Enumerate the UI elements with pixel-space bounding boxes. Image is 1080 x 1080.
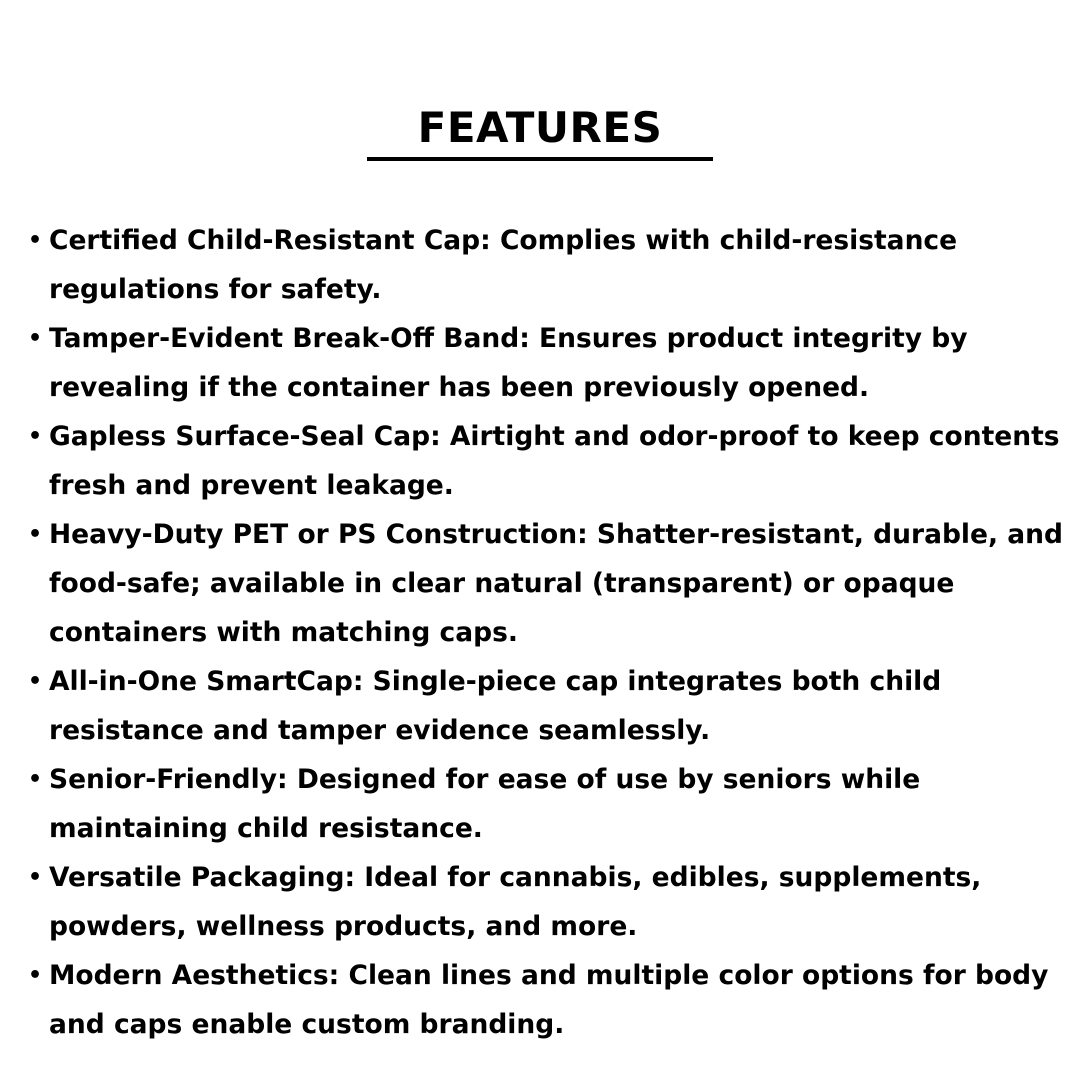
bullet-icon: •	[28, 228, 43, 253]
feature-text: Heavy-Duty PET or PS Construction: Shatter-resistant, durable, and food-safe; available in clear natural (transparent) or opaque containers with matching caps.	[49, 519, 1064, 648]
feature-item	[0, 216, 1080, 314]
bullet-icon: •	[28, 669, 43, 694]
bullet-icon: •	[28, 767, 43, 792]
bullet-icon: •	[28, 326, 43, 351]
feature-item	[0, 314, 1080, 412]
feature-text: Versatile Packaging: Ideal for cannabis, edibles, supplements, powders, wellness products, and more.	[49, 862, 982, 942]
feature-item	[0, 657, 1080, 755]
title-container	[0, 104, 1080, 152]
feature-item	[0, 412, 1080, 510]
bullet-icon: •	[28, 522, 43, 547]
bullet-icon: •	[28, 424, 43, 449]
feature-text: Senior-Friendly: Designed for ease of use by seniors while maintaining child resistance.	[49, 764, 921, 844]
feature-text: All-in-One SmartCap: Single-piece cap integrates both child resistance and tamper evidence seamlessly.	[49, 666, 942, 746]
bullet-icon: •	[28, 865, 43, 890]
feature-text: Tamper-Evident Break-Off Band: Ensures product integrity by revealing if the container has been previously opened.	[49, 323, 968, 403]
feature-text: Modern Aesthetics: Clean lines and multiple color options for body and caps enable custom branding.	[49, 960, 1049, 1040]
bullet-icon: •	[28, 963, 43, 988]
feature-item	[0, 510, 1080, 657]
feature-item	[0, 755, 1080, 853]
page-title: FEATURES	[417, 103, 663, 152]
title-underline	[367, 157, 713, 161]
feature-text: Gapless Surface-Seal Cap: Airtight and odor-proof to keep contents fresh and prevent leakage.	[49, 421, 1060, 501]
feature-item	[0, 853, 1080, 951]
features-list	[0, 216, 1080, 1049]
feature-text: Certified Child-Resistant Cap: Complies with child-resistance regulations for safety.	[49, 225, 958, 305]
feature-item	[0, 951, 1080, 1049]
